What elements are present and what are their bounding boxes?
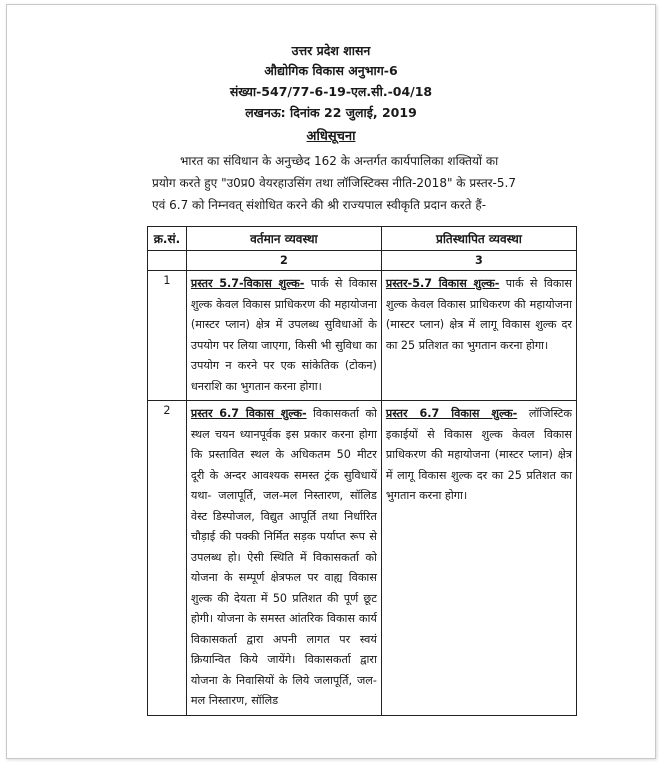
row-sno: 2	[148, 401, 187, 716]
govt-heading: उत्तर प्रदेश शासन	[291, 43, 371, 58]
current-text: पार्क से विकास शुल्क केवल विकास प्राधिकरण की महायोजना (मास्टर प्लान) क्षेत्र में उपलब्ध सुविधाओं के उपयोग पर लिया जाएगा, किसी भी सुविधा का उपयोग न करने पर एक सांकेतिक (टोकन) धनराशि का भुगतान करना होगा।	[190, 277, 377, 393]
department-heading: औद्योगिक विकास अनुभाग-6	[264, 63, 398, 78]
intro-line-2: प्रयोग करते हुए "उ0प्र0 वेयरहाउसिंग तथा लॉजिस्टिक्स नीति-2018" के प्रस्तर-5.7	[152, 176, 516, 190]
reference-number: संख्या-547/77-6-19-एल.सी.-04/18	[229, 84, 433, 99]
intro-line-1: भारत का संविधान के अनुच्छेद 162 के अन्तर्गत कार्यपालिका शक्तियों का	[180, 154, 499, 168]
current-title: प्रस्तर 6.7 विकास शुल्क-	[190, 407, 307, 420]
date-line: लखनऊ: दिनांक 22 जुलाई, 2019	[245, 105, 417, 120]
table-header-row	[148, 227, 577, 251]
table-row	[148, 271, 577, 401]
new-title: प्रस्तर 6.7 विकास शुल्क-	[385, 407, 518, 420]
row-current	[186, 271, 381, 401]
new-text: लॉजिस्टिक इकाईयों से विकास शुल्क केवल विकास प्राधिकरण की महायोजना (मास्टर प्लान) क्षेत्र में लागू विकास शुल्क दर का 25 प्रतिशत का भुगतान करना होगा।	[385, 407, 572, 502]
table-subheader-row	[148, 251, 577, 271]
row-current	[186, 401, 381, 716]
subheader-3: 3	[381, 251, 576, 271]
amendment-table	[147, 226, 577, 716]
col-header-sno: क्र.सं.	[148, 227, 187, 251]
notification-title: अधिसूचना	[306, 129, 356, 144]
subheader-2: 2	[186, 251, 381, 271]
new-title: प्रस्तर-5.7 विकास शुल्क-	[385, 277, 500, 290]
col-header-new: प्रतिस्थापित व्यवस्था	[381, 227, 576, 251]
col-header-current: वर्तमान व्यवस्था	[186, 227, 381, 251]
current-text: विकासकर्ता को स्थल चयन ध्यानपूर्वक इस प्रकार करना होगा कि प्रस्तावित स्थल के अधिकतम 50 मीटर दूरी के अन्दर आवश्यक समस्त ट्रंक सुविधायें यथा- जलापूर्ति, जल-मल निस्तारण, सॉलिड वेस्ट डिस्पोजल, विद्युत आपूर्ति तथा निर्धारित चौड़ाई की पक्की निर्मित सड़क पर्याप्त रूप से उपलब्ध हो। ऐसी स्थिति में विकासकर्ता को योजना के सम्पूर्ण क्षेत्रफल पर वाह्य विकास शुल्क की देयता में 50 प्रतिशत की पूर्ण छूट होगी। योजना के समस्त आंतरिक विकास कार्य विकासकर्ता द्वारा अपनी लागत पर स्वयं क्रियान्वित किये जायेंगे। विकासकर्ता द्वारा योजना के निवासियों के लिये जलापूर्ति, जल-मल निस्तारण, सॉलिड	[190, 407, 377, 707]
subheader-1	[148, 251, 187, 271]
table-row	[148, 401, 577, 716]
new-text: पार्क से विकास शुल्क केवल विकास प्राधिकरण की महायोजना (मास्टर प्लान) क्षेत्र में लागू विकास शुल्क दर का 25 प्रतिशत का भुगतान करना होगा।	[385, 277, 572, 352]
intro-line-3: एवं 6.7 को निम्नवत् संशोधित करने की श्री राज्यपाल स्वीकृति प्रदान करते हैं-	[152, 198, 487, 212]
row-new	[381, 271, 576, 401]
row-new	[381, 401, 576, 716]
row-sno: 1	[148, 271, 187, 401]
current-title: प्रस्तर 5.7-विकास शुल्क-	[190, 277, 305, 290]
